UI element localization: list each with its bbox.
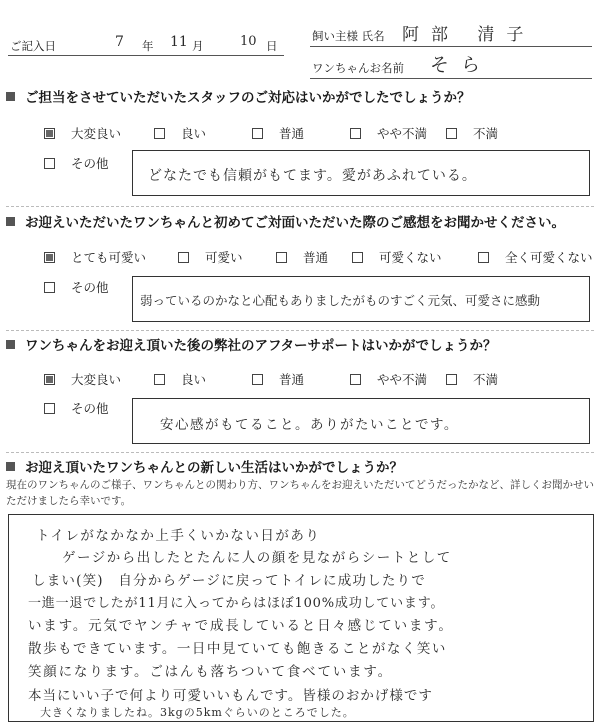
option-normal[interactable]: 普通 <box>252 124 350 142</box>
date-underline <box>8 55 284 56</box>
section1-options <box>44 124 498 142</box>
month-label: 月 <box>192 39 204 53</box>
option-dissatisfied[interactable]: 不満 <box>446 370 498 388</box>
square-bullet-icon <box>6 462 15 471</box>
comment-line: トイレがなかなか上手くいかない日があり <box>36 528 321 544</box>
date-day-value: 10 <box>240 34 257 49</box>
comment-line: 一進一退でしたが11月に入ってからはほぼ100%成功しています。 <box>28 596 445 611</box>
date-year-value: 7 <box>115 34 124 50</box>
dog-name-label: ワンちゃんお名前 <box>312 61 404 75</box>
checkbox[interactable] <box>352 252 363 263</box>
option-cute[interactable]: 可愛い <box>178 248 276 266</box>
divider <box>6 330 594 331</box>
square-bullet-icon <box>6 340 15 349</box>
option-somewhat-dissatisfied[interactable]: やや不満 <box>350 124 446 142</box>
checkbox[interactable] <box>44 158 55 169</box>
dog-name-value: そら <box>430 54 493 76</box>
section2-question: お迎えいただいたワンちゃんと初めてご対面いただいた際のご感想をお聞かせください。 <box>25 215 565 231</box>
comment-line: います。元気でヤンチャで成長していると日々感じています。 <box>28 618 454 634</box>
checkbox[interactable] <box>44 403 55 414</box>
comment-line: ゲージから出したとたんに人の顔を見ながらシートとして <box>62 550 452 566</box>
checkbox[interactable] <box>350 374 361 385</box>
day-label: 日 <box>266 39 278 53</box>
checkbox-checked[interactable] <box>44 252 55 263</box>
section3-other[interactable]: その他 <box>44 399 109 417</box>
comment-line: しまい(笑) 自分からゲージに戻ってトイレに成功したりで <box>32 573 426 589</box>
checkbox-checked[interactable] <box>44 374 55 385</box>
checkbox[interactable] <box>446 128 457 139</box>
section1-heading <box>6 86 471 106</box>
date-month-value: 11 <box>170 34 188 50</box>
divider <box>6 452 594 453</box>
square-bullet-icon <box>6 217 15 226</box>
section3-question: ワンちゃんをお迎え頂いた後の弊社のアフターサポートはいかがでしょうか？ <box>25 338 497 354</box>
section2-other-text: 弱っているのかなと心配もありましたがものすごく元気、可愛さに感動 <box>140 293 541 308</box>
checkbox-checked[interactable] <box>44 128 55 139</box>
square-bullet-icon <box>6 92 15 101</box>
comment-line: 本当にいい子で何より可愛いいもんです。皆様のおかげ様です <box>28 688 433 704</box>
checkbox[interactable] <box>276 252 287 263</box>
year-label: 年 <box>142 39 154 53</box>
option-not-cute[interactable]: 可愛くない <box>352 248 478 266</box>
checkbox[interactable] <box>252 128 263 139</box>
option-good[interactable]: 良い <box>154 370 252 388</box>
checkbox[interactable] <box>446 374 457 385</box>
option-normal[interactable]: 普通 <box>252 370 350 388</box>
option-not-cute-at-all[interactable]: 全く可愛くない <box>478 248 593 266</box>
section4-heading <box>6 456 403 476</box>
option-somewhat-dissatisfied[interactable]: やや不満 <box>350 370 446 388</box>
owner-name-value: 阿部 清子 <box>402 25 536 45</box>
option-good[interactable]: 良い <box>154 124 252 142</box>
checkbox[interactable] <box>350 128 361 139</box>
comment-line: 笑顔になります。ごはんも落ちついて食べています。 <box>28 664 393 680</box>
section2-heading <box>6 211 565 231</box>
option-normal[interactable]: 普通 <box>276 248 352 266</box>
checkbox[interactable] <box>154 128 165 139</box>
date-label: ご記入日 <box>10 39 56 53</box>
section2-options <box>44 248 593 266</box>
section1-other-text: どなたでも信頼がもてます。愛があふれている。 <box>148 168 477 184</box>
option-very-good[interactable]: 大変良い <box>44 124 154 142</box>
checkbox[interactable] <box>154 374 165 385</box>
option-very-cute[interactable]: とても可愛い <box>44 248 178 266</box>
dog-underline <box>310 78 592 79</box>
divider <box>6 206 594 207</box>
checkbox[interactable] <box>178 252 189 263</box>
section3-options <box>44 370 498 388</box>
checkbox[interactable] <box>252 374 263 385</box>
option-dissatisfied[interactable]: 不満 <box>446 124 498 142</box>
section2-other[interactable]: その他 <box>44 278 109 296</box>
checkbox[interactable] <box>44 282 55 293</box>
section3-heading <box>6 334 497 354</box>
section1-question: ご担当をさせていただいたスタッフのご対応はいかがでしたでしょうか？ <box>25 90 471 106</box>
comment-line: 散歩もできています。一日中見ていても飽きることがなく笑い <box>28 641 447 657</box>
option-very-good[interactable]: 大変良い <box>44 370 154 388</box>
owner-name-label: 飼い主様 氏名 <box>312 29 385 43</box>
section4-question: お迎え頂いたワンちゃんとの新しい生活はいかがでしょうか？ <box>25 460 403 476</box>
section4-description: 現在のワンちゃんのご様子、ワンちゃんとの関わり方、ワンちゃんをお迎えいただいてどうだったかなど、詳しくお聞かせいただけました​ら幸いです。 <box>6 479 594 507</box>
section3-other-text: 安心感がもてること。ありがたいことです。 <box>160 417 459 433</box>
checkbox[interactable] <box>478 252 489 263</box>
section1-other[interactable]: その他 <box>44 154 109 172</box>
comment-line: 大きくなりましたね。3kgの5kmぐらいのところでした。 <box>40 706 355 719</box>
owner-underline <box>310 46 592 47</box>
